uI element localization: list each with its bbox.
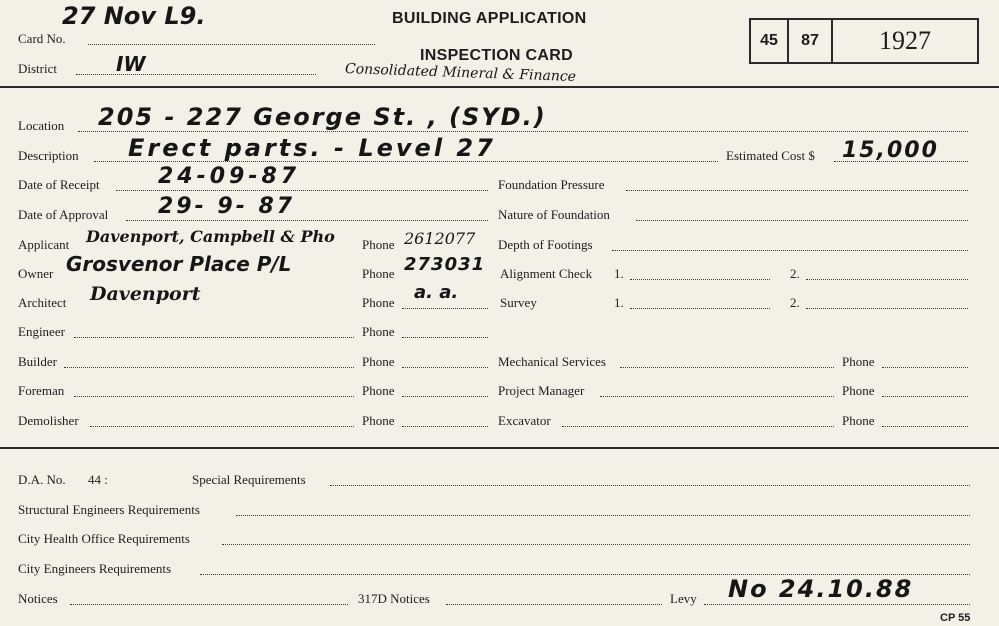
title-building-application: BUILDING APPLICATION <box>392 10 587 27</box>
box-3: 1927 <box>879 26 931 55</box>
foundation-pressure-label: Foundation Pressure <box>498 177 605 192</box>
footer-divider <box>0 447 999 449</box>
alignment-2-label: 2. <box>790 266 800 281</box>
alignment-check-label: Alignment Check <box>500 266 593 281</box>
card-no-line <box>88 44 375 45</box>
applicant-label: Applicant <box>18 237 70 252</box>
description-value: Erect parts. - Level 27 <box>128 134 496 162</box>
builder-label: Builder <box>18 354 57 369</box>
depth-of-footings-line <box>612 250 968 251</box>
survey-label: Survey <box>500 295 537 310</box>
project-manager-label: Project Manager <box>498 383 585 398</box>
builder-phone-label: Phone <box>362 354 395 369</box>
foreman-phone-label: Phone <box>362 383 395 398</box>
foreman-label: Foreman <box>18 383 65 398</box>
district-label: District <box>18 61 57 76</box>
mechanical-phone-label: Phone <box>842 354 875 369</box>
levy-value: No 24.10.88 <box>728 575 914 603</box>
builder-phone-line <box>402 367 488 368</box>
survey-1-label: 1. <box>614 295 624 310</box>
date-of-approval-line <box>126 220 488 221</box>
levy-label: Levy <box>670 591 697 606</box>
da-no-label: D.A. No. <box>18 472 66 487</box>
location-label: Location <box>18 118 65 133</box>
demolisher-label: Demolisher <box>18 413 79 428</box>
location-value: 205 - 227 George St. , (SYD.) <box>98 103 547 131</box>
date-of-approval-value: 29- 9- 87 <box>158 194 296 219</box>
estimated-cost-label: Estimated Cost $ <box>726 148 815 163</box>
builder-line <box>64 367 354 368</box>
nature-of-foundation-label: Nature of Foundation <box>498 207 610 222</box>
engineer-label: Engineer <box>18 324 65 339</box>
date-of-receipt-label: Date of Receipt <box>18 177 100 192</box>
mechanical-phone-line <box>882 367 968 368</box>
demolisher-phone-label: Phone <box>362 413 395 428</box>
applicant-value: Davenport, Campbell & Pho <box>86 227 335 246</box>
engineer-phone-label: Phone <box>362 324 395 339</box>
structural-engineers-label: Structural Engineers Requirements <box>18 502 200 517</box>
owner-phone-label: Phone <box>362 266 395 281</box>
date-of-approval-label: Date of Approval <box>18 207 109 222</box>
nature-of-foundation-line <box>636 220 968 221</box>
da-no-value: 44 : <box>88 472 108 487</box>
title-inspection-card: INSPECTION CARD <box>420 47 573 64</box>
card-no-label: Card No. <box>18 31 66 46</box>
project-manager-line <box>600 396 834 397</box>
architect-phone-line <box>402 308 488 309</box>
date-of-receipt-value: 24-09-87 <box>158 164 301 189</box>
foreman-line <box>74 396 354 397</box>
project-manager-phone-label: Phone <box>842 383 875 398</box>
alignment-1-label: 1. <box>614 266 624 281</box>
special-requirements-label: Special Requirements <box>192 472 306 487</box>
special-requirements-line <box>330 485 970 486</box>
date-of-receipt-line <box>116 190 488 191</box>
survey-1-line <box>630 308 770 309</box>
city-health-label: City Health Office Requirements <box>18 531 190 546</box>
district-line <box>76 74 316 75</box>
excavator-phone-line <box>882 426 968 427</box>
foreman-phone-line <box>402 396 488 397</box>
excavator-phone-label: Phone <box>842 413 875 428</box>
card-no-value: 27 Nov L9. <box>62 2 206 30</box>
owner-value: Grosvenor Place P/L <box>66 252 292 276</box>
location-line <box>78 131 968 132</box>
form-code: CP 55 <box>940 612 971 624</box>
alignment-2-line <box>806 279 968 280</box>
box-2: 87 <box>789 20 833 62</box>
owner-phone-value: 273031 <box>404 254 486 275</box>
city-health-line <box>222 544 970 545</box>
box-1: 45 <box>751 20 789 62</box>
architect-label: Architect <box>18 295 67 310</box>
demolisher-line <box>90 426 354 427</box>
notices-label: Notices <box>18 591 58 606</box>
mechanical-services-line <box>620 367 834 368</box>
applicant-phone-label: Phone <box>362 237 395 252</box>
architect-value: Davenport <box>90 283 201 305</box>
applicant-phone-value: 2612077 <box>404 229 476 248</box>
survey-2-label: 2. <box>790 295 800 310</box>
engineer-line <box>74 337 354 338</box>
notices-line <box>70 604 348 605</box>
excavator-line <box>562 426 834 427</box>
city-engineers-label: City Engineers Requirements <box>18 561 172 576</box>
owner-note: Consolidated Mineral & Finance <box>344 60 577 86</box>
notices-317d-label: 317D Notices <box>358 591 430 606</box>
excavator-label: Excavator <box>498 413 551 428</box>
project-manager-phone-line <box>882 396 968 397</box>
demolisher-phone-line <box>402 426 488 427</box>
survey-2-line <box>806 308 968 309</box>
estimated-cost-value: 15,000 <box>842 138 939 163</box>
engineer-phone-line <box>402 337 488 338</box>
description-label: Description <box>18 148 79 163</box>
depth-of-footings-label: Depth of Footings <box>498 237 593 252</box>
notices-317d-line <box>446 604 662 605</box>
architect-phone-value: a. a. <box>414 282 459 303</box>
structural-engineers-line <box>236 515 970 516</box>
architect-phone-label: Phone <box>362 295 395 310</box>
levy-line <box>704 604 970 605</box>
header-divider <box>0 86 999 88</box>
district-value: IW <box>116 52 146 76</box>
alignment-1-line <box>630 279 770 280</box>
mechanical-services-label: Mechanical Services <box>498 354 606 369</box>
owner-label: Owner <box>18 266 54 281</box>
card-number-boxes <box>749 18 979 64</box>
foundation-pressure-line <box>626 190 968 191</box>
